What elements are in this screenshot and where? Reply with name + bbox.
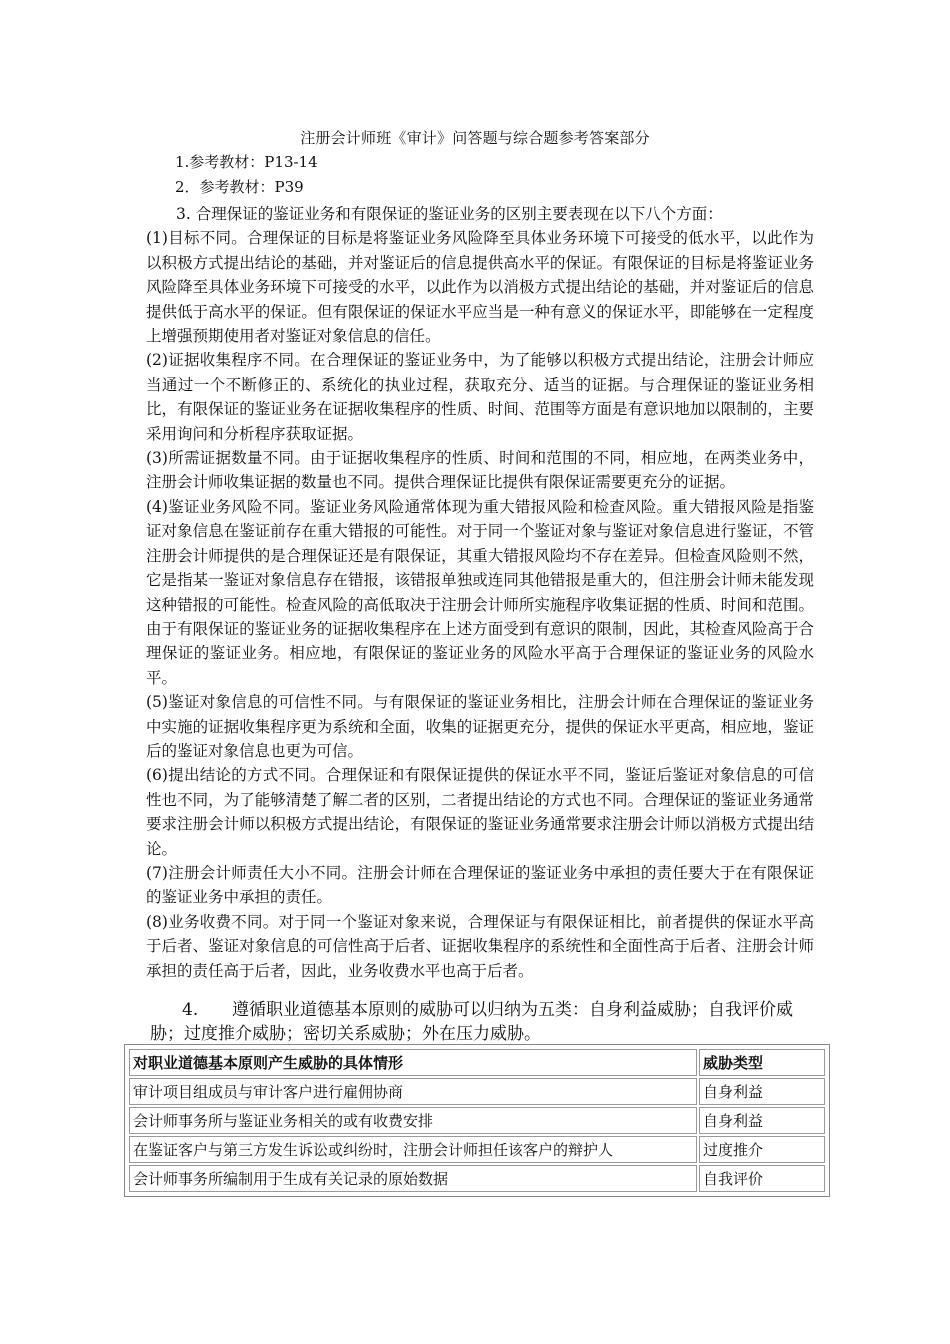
- table-header-situation: 对职业道德基本原则产生威胁的具体情形: [129, 1049, 697, 1076]
- answer-3-point-7: (7)注册会计师责任大小不同。注册会计师在合理保证的鉴证业务中承担的责任要大于在有限保证的鉴证业务中承担的责任。: [146, 863, 814, 907]
- table-cell-situation: 会计师事务所编制用于生成有关记录的原始数据: [129, 1165, 697, 1192]
- answer-3-point-4: (4)鉴证业务风险不同。鉴证业务风险通常体现为重大错报风险和检查风险。重大错报风险是指鉴证对象信息在鉴证前存在重大错报的可能性。对于同一个鉴证对象与鉴证对象信息进行鉴证，不管注册会计师提供的是合理保证还是有限保证，其重大错报风险均不存在差异。但检查风险则不然，它是指某一鉴证对象信息存在错报，该错报单独或连同其他错报是重大的，但注册会计师未能发现这种错报的可能性。检查风险的高低取决于注册会计师所实施程序收集证据的性质、时间和范围。由于有限保证的鉴证业务的证据收集程序在上述方面受到有意识的限制，因此，其检查风险高于合理保证的鉴证业务。相应地，有限保证的鉴证业务的风险水平高于合理保证的鉴证业务的风险水平。: [146, 497, 814, 687]
- document-title: 注册会计师班《审计》问答题与综合题参考答案部分: [300, 129, 650, 147]
- table-cell-threat-type: 过度推介: [699, 1136, 825, 1163]
- reference-2: 2．参考教材：P39: [175, 178, 304, 196]
- table-cell-situation: 审计项目组成员与审计客户进行雇佣协商: [129, 1078, 697, 1105]
- table-header-row: [129, 1049, 825, 1076]
- reference-1: 1.参考教材：P13-14: [175, 153, 318, 171]
- table-cell-situation: 在鉴证客户与第三方发生诉讼或纠纷时，注册会计师担任该客户的辩护人: [129, 1136, 697, 1163]
- table-row: [129, 1165, 825, 1192]
- answer-3-body: [146, 202, 814, 983]
- answer-3-point-8: (8)业务收费不同。对于同一个鉴证对象来说，合理保证与有限保证相比，前者提供的保证水平高于后者、鉴证对象信息的可信性高于后者、证据收集程序的系统性和全面性高于后者、注册会计师承担的责任高于后者，因此，业务收费水平也高于后者。: [146, 912, 814, 980]
- table-cell-situation: 会计师事务所与鉴证业务相关的或有收费安排: [129, 1107, 697, 1134]
- answer-3-intro: 3. 合理保证的鉴证业务和有限保证的鉴证业务的区别主要表现在以下八个方面：: [176, 205, 723, 223]
- answer-3-point-3: (3)所需证据数量不同。由于证据收集程序的性质、时间和范围的不同，相应地，在两类业务中，注册会计师收集证据的数量也不同。提供合理保证比提供有限保证需要更充分的证据。: [146, 449, 814, 492]
- table-cell-threat-type: 自身利益: [699, 1078, 825, 1105]
- table-header-threat-type: 威胁类型: [699, 1049, 825, 1076]
- threat-table-frame: [124, 1044, 830, 1197]
- table-row: [129, 1078, 825, 1105]
- answer-3-point-5: (5)鉴证对象信息的可信性不同。与有限保证的鉴证业务相比，注册会计师在合理保证的鉴证业务中实施的证据收集程序更为系统和全面，收集的证据更充分，提供的保证水平更高，相应地，鉴证后的鉴证对象信息也更为可信。: [146, 693, 814, 760]
- table-cell-threat-type: 自我评价: [699, 1165, 825, 1192]
- answer-4-number: 4.: [182, 1000, 199, 1020]
- answer-3-point-1: (1)目标不同。合理保证的目标是将鉴证业务风险降至具体业务环境下可接受的低水平，以此作为以积极方式提出结论的基础，并对鉴证后的信息提供高水平的保证。有限保证的目标是将鉴证业务风险降至具体业务环境下可接受的水平，以此作为以消极方式提出结论的基础，并对鉴证后的信息提供低于高水平的保证。但有限保证的保证水平应当是一种有意义的保证水平，即能够在一定程度上增强预期使用者对鉴证对象信息的信任。: [146, 229, 814, 346]
- answer-3-point-2: (2)证据收集程序不同。在合理保证的鉴证业务中，为了能够以积极方式提出结论，注册会计师应当通过一个不断修正的、系统化的执业过程，获取充分、适当的证据。与合理保证的鉴证业务相比，有限保证的鉴证业务在证据收集程序的性质、时间、范围等方面是有意识地加以限制的，主要采用询问和分析程序获取证据。: [146, 351, 814, 443]
- answer-3-point-6: (6)提出结论的方式不同。合理保证和有限保证提供的保证水平不同，鉴证后鉴证对象信息的可信性也不同，为了能够清楚了解二者的区别，二者提出结论的方式也不同。合理保证的鉴证业务通常要求注册会计师以积极方式提出结论，有限保证的鉴证业务通常要求注册会计师以消极方式提出结论。: [146, 766, 814, 858]
- table-cell-threat-type: 自身利益: [699, 1107, 825, 1134]
- threat-table: [127, 1047, 827, 1194]
- answer-4-text: 遵循职业道德基本原则的威胁可以归纳为五类：自身利益威胁；自我评价威胁；过度推介威胁；密切关系威胁；外在压力威胁。: [150, 1000, 793, 1044]
- table-row: [129, 1136, 825, 1163]
- table-row: [129, 1107, 825, 1134]
- answer-4: [150, 998, 820, 1046]
